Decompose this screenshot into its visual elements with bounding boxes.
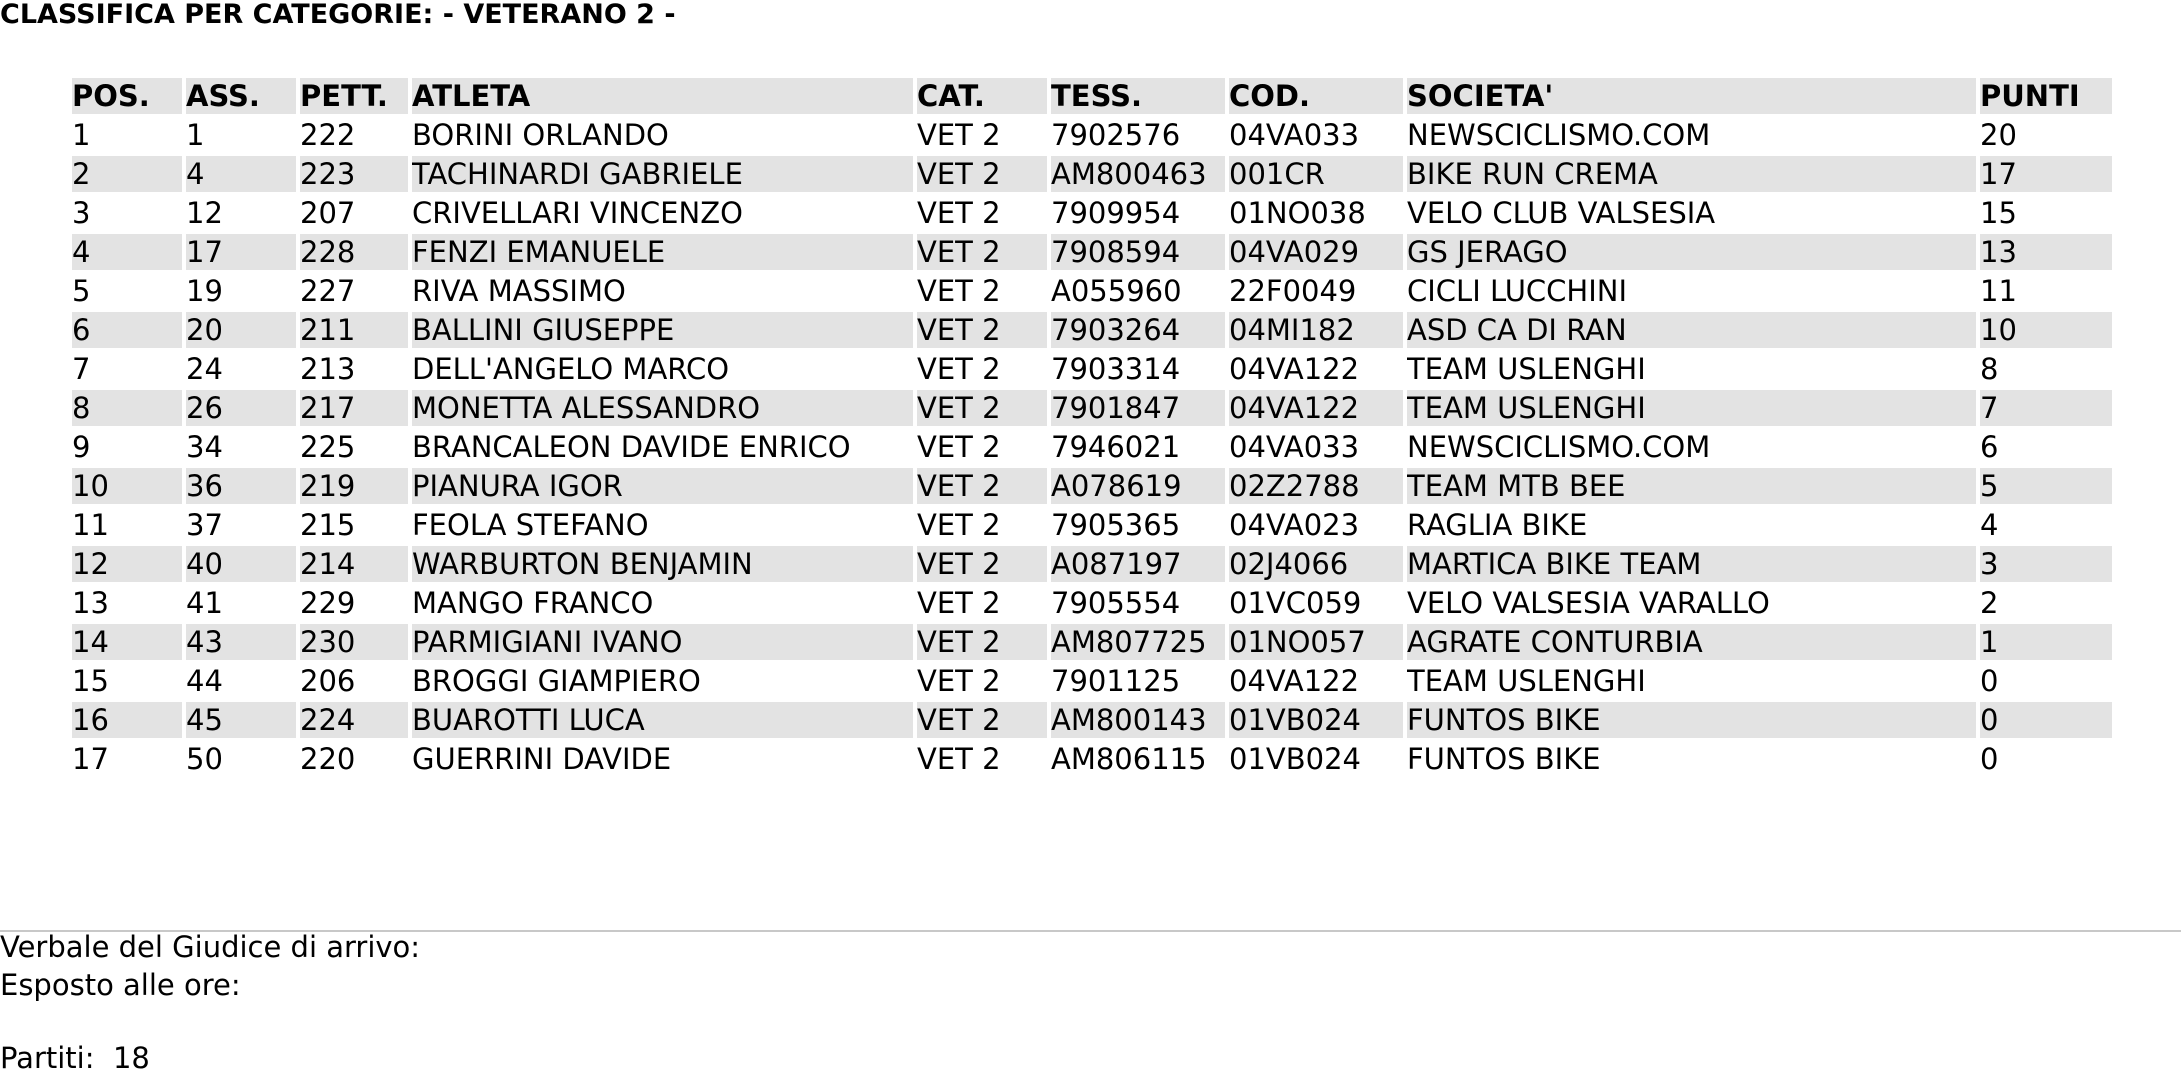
cell-tess: 7905554 bbox=[1051, 586, 1181, 620]
cell-societa: VELO CLUB VALSESIA bbox=[1407, 196, 1716, 230]
cell-tess: A078619 bbox=[1051, 468, 1225, 504]
cell-ass: 1 bbox=[186, 118, 205, 152]
cell-atleta: BORINI ORLANDO bbox=[412, 118, 669, 152]
cell-tess: 7946021 bbox=[1051, 430, 1181, 464]
cell-pett: 223 bbox=[300, 156, 408, 192]
cell-cod: 04VA122 bbox=[1229, 352, 1360, 386]
cell-pos: 13 bbox=[72, 586, 109, 620]
cell-cat: VET 2 bbox=[917, 156, 1047, 192]
cell-tess: 7903314 bbox=[1051, 352, 1181, 386]
cell-punti: 8 bbox=[1980, 352, 1999, 386]
cell-punti: 0 bbox=[1980, 702, 2112, 738]
table-row bbox=[72, 390, 2112, 426]
cell-cod: 01VB024 bbox=[1229, 742, 1361, 776]
table-row bbox=[72, 429, 2112, 465]
cell-cod: 01VC059 bbox=[1229, 586, 1362, 620]
cell-societa: AGRATE CONTURBIA bbox=[1407, 624, 1976, 660]
cell-pett: 225 bbox=[300, 430, 356, 464]
cell-societa: CICLI LUCCHINI bbox=[1407, 274, 1628, 308]
cell-pett: 211 bbox=[300, 312, 408, 348]
cell-pett: 213 bbox=[300, 352, 356, 386]
cell-cat: VET 2 bbox=[917, 312, 1047, 348]
cell-punti: 5 bbox=[1980, 468, 2112, 504]
cell-cat: VET 2 bbox=[917, 702, 1047, 738]
cell-tess: 7905365 bbox=[1051, 508, 1181, 542]
cell-pos: 4 bbox=[72, 234, 182, 270]
cell-punti: 17 bbox=[1980, 156, 2112, 192]
cell-atleta: MONETTA ALESSANDRO bbox=[412, 390, 913, 426]
cell-societa: RAGLIA BIKE bbox=[1407, 508, 1588, 542]
cell-punti: 2 bbox=[1980, 586, 1999, 620]
table-row bbox=[72, 117, 2112, 153]
cell-atleta: BRANCALEON DAVIDE ENRICO bbox=[412, 430, 851, 464]
cell-pett: 215 bbox=[300, 508, 356, 542]
table-row bbox=[72, 507, 2112, 543]
cell-pos: 16 bbox=[72, 702, 182, 738]
cell-pett: 230 bbox=[300, 624, 408, 660]
partiti-label: Partiti: bbox=[0, 1041, 95, 1075]
header-ass: ASS. bbox=[186, 78, 296, 114]
cell-pos: 12 bbox=[72, 546, 182, 582]
cell-pos: 11 bbox=[72, 508, 109, 542]
cell-tess: AM800143 bbox=[1051, 702, 1225, 738]
cell-punti: 6 bbox=[1980, 430, 1999, 464]
cell-atleta: CRIVELLARI VINCENZO bbox=[412, 196, 743, 230]
cell-societa: GS JERAGO bbox=[1407, 234, 1976, 270]
cell-cod: 02Z2788 bbox=[1229, 468, 1403, 504]
cell-ass: 50 bbox=[186, 742, 223, 776]
cell-atleta: WARBURTON BENJAMIN bbox=[412, 546, 913, 582]
cell-pett: 217 bbox=[300, 390, 408, 426]
cell-ass: 20 bbox=[186, 312, 296, 348]
cell-cat: VET 2 bbox=[917, 430, 1001, 464]
cell-ass: 45 bbox=[186, 702, 296, 738]
cell-atleta: MANGO FRANCO bbox=[412, 586, 654, 620]
cell-pos: 7 bbox=[72, 352, 91, 386]
cell-societa: NEWSCICLISMO.COM bbox=[1407, 430, 1711, 464]
cell-atleta: PIANURA IGOR bbox=[412, 468, 913, 504]
cell-ass: 34 bbox=[186, 430, 223, 464]
cell-punti: 11 bbox=[1980, 274, 2017, 308]
cell-cod: 04VA122 bbox=[1229, 664, 1360, 698]
cell-pett: 228 bbox=[300, 234, 408, 270]
header-pett: PETT. bbox=[300, 78, 408, 114]
cell-societa: NEWSCICLISMO.COM bbox=[1407, 118, 1711, 152]
cell-societa: ASD CA DI RAN bbox=[1407, 312, 1976, 348]
cell-pos: 2 bbox=[72, 156, 182, 192]
cell-atleta: BALLINI GIUSEPPE bbox=[412, 312, 913, 348]
cell-ass: 26 bbox=[186, 390, 296, 426]
cell-tess: A087197 bbox=[1051, 546, 1225, 582]
cell-ass: 36 bbox=[186, 468, 296, 504]
header-tess: TESS. bbox=[1051, 78, 1225, 114]
cell-cod: 04VA122 bbox=[1229, 390, 1403, 426]
header-punti: PUNTI bbox=[1980, 78, 2112, 114]
cell-tess: 7902576 bbox=[1051, 118, 1181, 152]
cell-punti: 4 bbox=[1980, 508, 1999, 542]
header-societa: SOCIETA' bbox=[1407, 78, 1976, 114]
cell-tess: 7903264 bbox=[1051, 312, 1225, 348]
cell-pos: 6 bbox=[72, 312, 182, 348]
table-row bbox=[72, 234, 2112, 270]
cell-punti: 13 bbox=[1980, 234, 2112, 270]
cell-cod: 01NO057 bbox=[1229, 624, 1403, 660]
cell-cat: VET 2 bbox=[917, 118, 1001, 152]
cell-cat: VET 2 bbox=[917, 742, 1001, 776]
cell-societa: TEAM USLENGHI bbox=[1407, 390, 1976, 426]
table-row bbox=[72, 663, 2112, 699]
verbale-label: Verbale del Giudice di arrivo: bbox=[0, 930, 421, 964]
cell-atleta: BROGGI GIAMPIERO bbox=[412, 664, 701, 698]
table-row bbox=[72, 468, 2112, 504]
table-row bbox=[72, 351, 2112, 387]
cell-ass: 43 bbox=[186, 624, 296, 660]
cell-pos: 5 bbox=[72, 274, 91, 308]
cell-cat: VET 2 bbox=[917, 390, 1047, 426]
cell-societa: FUNTOS BIKE bbox=[1407, 702, 1976, 738]
cell-pos: 14 bbox=[72, 624, 182, 660]
cell-cod: 04VA023 bbox=[1229, 508, 1360, 542]
header-cat: CAT. bbox=[917, 78, 1047, 114]
cell-pett: 224 bbox=[300, 702, 408, 738]
cell-atleta: GUERRINI DAVIDE bbox=[412, 742, 672, 776]
table-row bbox=[72, 156, 2112, 192]
table-row bbox=[72, 312, 2112, 348]
cell-cat: VET 2 bbox=[917, 546, 1047, 582]
cell-cod: 001CR bbox=[1229, 156, 1403, 192]
cell-atleta: FEOLA STEFANO bbox=[412, 508, 649, 542]
table-row bbox=[72, 585, 2112, 621]
cell-cod: 22F0049 bbox=[1229, 274, 1357, 308]
esposto-label: Esposto alle ore: bbox=[0, 968, 241, 1002]
cell-tess: 7901125 bbox=[1051, 664, 1181, 698]
cell-cat: VET 2 bbox=[917, 196, 1001, 230]
cell-cat: VET 2 bbox=[917, 468, 1047, 504]
cell-societa: VELO VALSESIA VARALLO bbox=[1407, 586, 1770, 620]
cell-cat: VET 2 bbox=[917, 586, 1001, 620]
cell-societa: TEAM USLENGHI bbox=[1407, 664, 1646, 698]
cell-cod: 01NO038 bbox=[1229, 196, 1366, 230]
cell-cat: VET 2 bbox=[917, 624, 1047, 660]
cell-ass: 44 bbox=[186, 664, 223, 698]
cell-cod: 01VB024 bbox=[1229, 702, 1403, 738]
cell-atleta: DELL'ANGELO MARCO bbox=[412, 352, 730, 386]
cell-ass: 24 bbox=[186, 352, 223, 386]
cell-ass: 19 bbox=[186, 274, 223, 308]
cell-societa: TEAM USLENGHI bbox=[1407, 352, 1646, 386]
cell-pos: 8 bbox=[72, 390, 182, 426]
cell-punti: 0 bbox=[1980, 664, 1999, 698]
header-cod: COD. bbox=[1229, 78, 1403, 114]
cell-pos: 15 bbox=[72, 664, 109, 698]
cell-pos: 1 bbox=[72, 118, 91, 152]
cell-pett: 229 bbox=[300, 586, 356, 620]
table-row bbox=[72, 741, 2112, 777]
cell-cat: VET 2 bbox=[917, 508, 1001, 542]
cell-pett: 220 bbox=[300, 742, 356, 776]
cell-pos: 10 bbox=[72, 468, 182, 504]
table-row bbox=[72, 702, 2112, 738]
cell-pett: 227 bbox=[300, 274, 356, 308]
cell-atleta: BUAROTTI LUCA bbox=[412, 702, 913, 738]
cell-pett: 222 bbox=[300, 118, 356, 152]
cell-tess: AM807725 bbox=[1051, 624, 1225, 660]
header-pos: POS. bbox=[72, 78, 182, 114]
cell-pett: 219 bbox=[300, 468, 408, 504]
cell-atleta: PARMIGIANI IVANO bbox=[412, 624, 913, 660]
cell-punti: 1 bbox=[1980, 624, 2112, 660]
cell-atleta: RIVA MASSIMO bbox=[412, 274, 626, 308]
cell-pos: 17 bbox=[72, 742, 109, 776]
results-table bbox=[68, 75, 2116, 780]
cell-cat: VET 2 bbox=[917, 234, 1047, 270]
cell-cod: 04VA033 bbox=[1229, 118, 1360, 152]
cell-punti: 0 bbox=[1980, 742, 1999, 776]
cell-cod: 04VA033 bbox=[1229, 430, 1360, 464]
cell-punti: 15 bbox=[1980, 196, 2017, 230]
cell-atleta: FENZI EMANUELE bbox=[412, 234, 913, 270]
cell-punti: 3 bbox=[1980, 546, 2112, 582]
cell-tess: 7901847 bbox=[1051, 390, 1225, 426]
cell-pett: 214 bbox=[300, 546, 408, 582]
table-row bbox=[72, 195, 2112, 231]
cell-societa: BIKE RUN CREMA bbox=[1407, 156, 1976, 192]
results-body bbox=[72, 117, 2112, 777]
cell-pos: 9 bbox=[72, 430, 91, 464]
cell-ass: 4 bbox=[186, 156, 296, 192]
cell-cat: VET 2 bbox=[917, 664, 1001, 698]
cell-pett: 206 bbox=[300, 664, 356, 698]
partiti-line bbox=[0, 1040, 150, 1076]
cell-cod: 04VA029 bbox=[1229, 234, 1403, 270]
cell-cod: 04MI182 bbox=[1229, 312, 1403, 348]
cell-punti: 10 bbox=[1980, 312, 2112, 348]
cell-punti: 20 bbox=[1980, 118, 2017, 152]
table-header-row bbox=[72, 78, 2112, 114]
cell-pett: 207 bbox=[300, 196, 356, 230]
cell-ass: 40 bbox=[186, 546, 296, 582]
cell-punti: 7 bbox=[1980, 390, 2112, 426]
cell-societa: TEAM MTB BEE bbox=[1407, 468, 1976, 504]
cell-tess: AM806115 bbox=[1051, 742, 1207, 776]
partiti-value: 18 bbox=[112, 1041, 150, 1075]
cell-tess: 7909954 bbox=[1051, 196, 1181, 230]
cell-pos: 3 bbox=[72, 196, 91, 230]
cell-cod: 02J4066 bbox=[1229, 546, 1403, 582]
cell-ass: 12 bbox=[186, 196, 223, 230]
table-row bbox=[72, 546, 2112, 582]
page-title: CLASSIFICA PER CATEGORIE: - VETERANO 2 - bbox=[0, 0, 676, 30]
cell-societa: MARTICA BIKE TEAM bbox=[1407, 546, 1976, 582]
table-row bbox=[72, 273, 2112, 309]
cell-ass: 17 bbox=[186, 234, 296, 270]
cell-cat: VET 2 bbox=[917, 352, 1001, 386]
header-atleta: ATLETA bbox=[412, 78, 913, 114]
table-row bbox=[72, 624, 2112, 660]
cell-tess: A055960 bbox=[1051, 274, 1182, 308]
cell-atleta: TACHINARDI GABRIELE bbox=[412, 156, 913, 192]
cell-societa: FUNTOS BIKE bbox=[1407, 742, 1601, 776]
cell-tess: AM800463 bbox=[1051, 156, 1225, 192]
cell-ass: 41 bbox=[186, 586, 223, 620]
cell-cat: VET 2 bbox=[917, 274, 1001, 308]
cell-ass: 37 bbox=[186, 508, 223, 542]
cell-tess: 7908594 bbox=[1051, 234, 1225, 270]
